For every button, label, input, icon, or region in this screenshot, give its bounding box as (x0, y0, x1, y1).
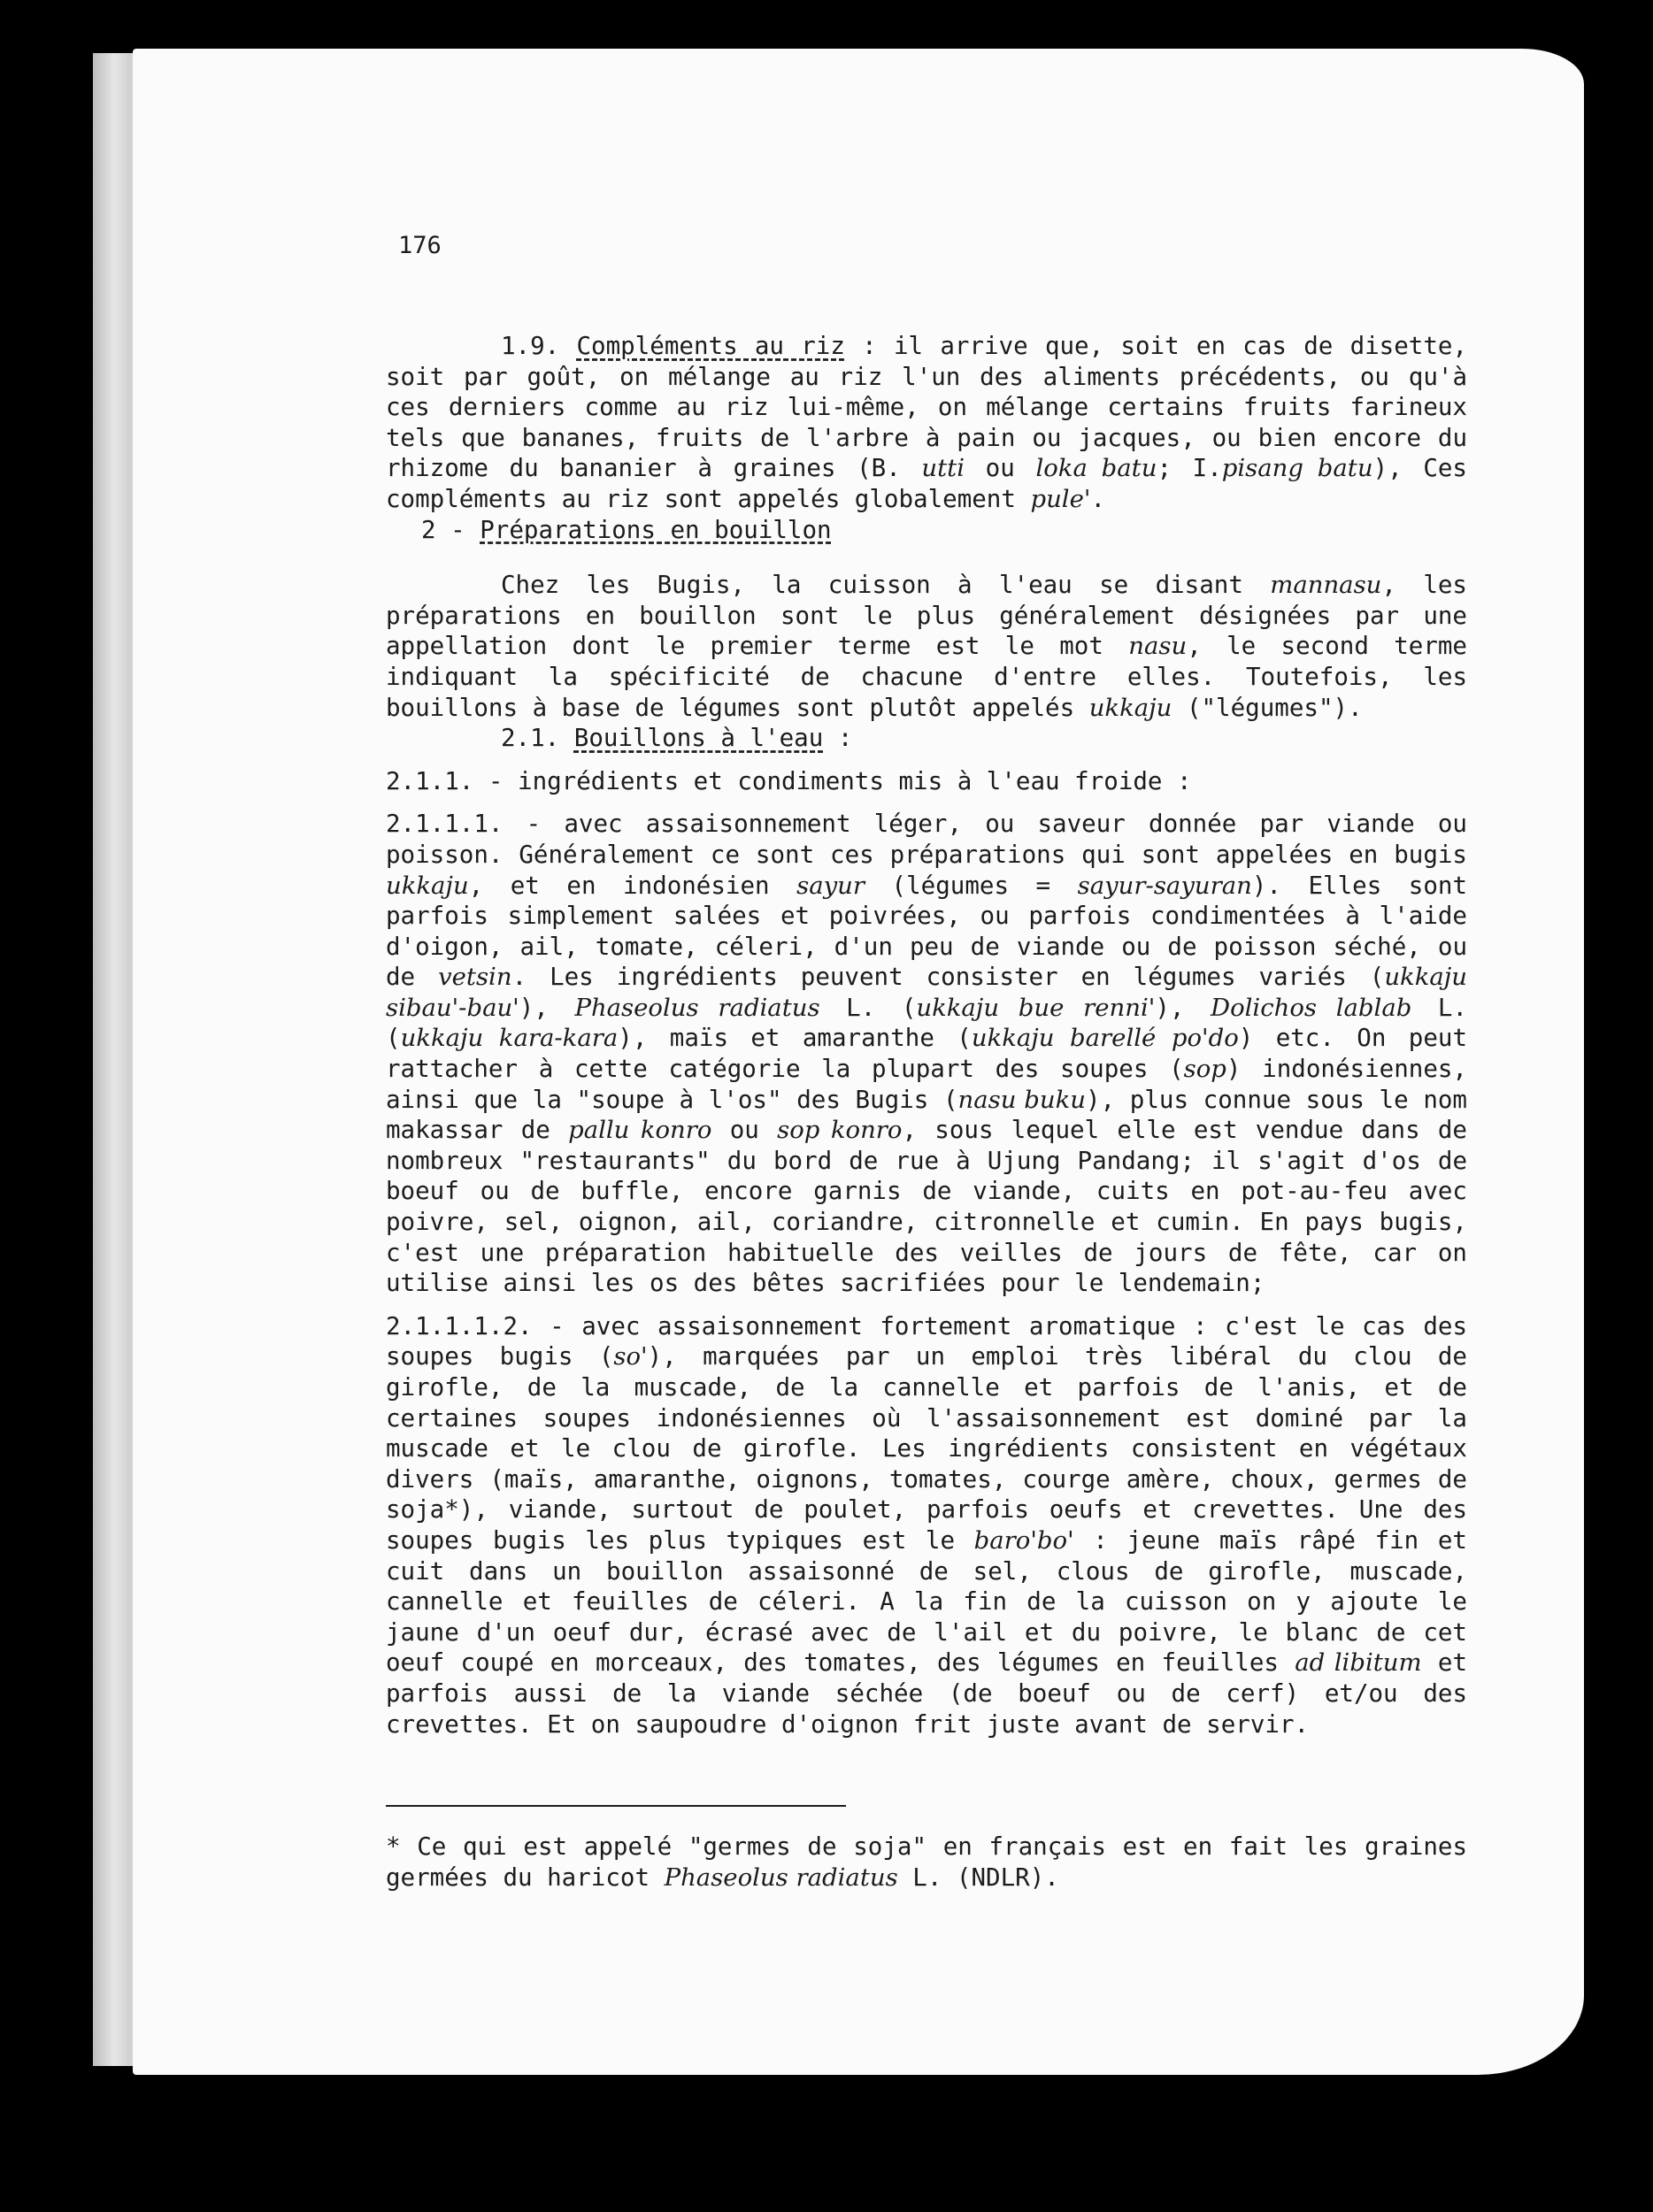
italic-term: sop konro (777, 1116, 903, 1145)
text-run: ), maïs et amaranthe ( (618, 1024, 972, 1053)
italic-term: nasu buku (957, 1085, 1086, 1114)
line-2-1-1: 2.1.1. - ingrédients et condiments mis à l'eau froide : (386, 766, 1192, 795)
text-run: ), (519, 993, 575, 1022)
italic-term: sayur (796, 871, 865, 900)
text-run: , sous lequel elle est vendue dans de nombreux "restaurants" du bord de rue à Ujung Pandang; il s'agit d'os de boeuf ou de buffle, encore garnis de viande, cuits en pot-au-feu avec poivre, sel, oignon, ail, coriandre, citronnelle et cumin. En pays bugis, c'est une préparation habituelle des veilles de jours de fête, car on utilise ainsi les os des bêtes sacrifiées pour le lendemain; (386, 1116, 1467, 1298)
italic-term: ukkaju bue renni' (916, 993, 1156, 1022)
text-run: ) etc. On peut rattacher à cette catégorie la plupart des soupes ( (386, 1024, 1468, 1084)
section-title: Compléments au riz (576, 332, 845, 360)
heading-section-2-1 (386, 723, 1467, 754)
paragraph-1-9 (386, 331, 1467, 515)
text-run: ), plus connue sous le nom makassar de (386, 1085, 1467, 1145)
text-run: 2.1.1.1.2. - avec assaisonnement fortement aromatique : c'est le cas des soupes bugis ( (386, 1311, 1467, 1371)
text-run: : jeune maïs râpé fin et cuit dans un bouillon assaisonné de sel, clous de girofle, muscade, cannelle et feuilles de céleri. A la fin de la cuisson on y ajoute le jaune d'un oeuf dur, écrasé avec de l'ail et du poivre, le blanc de cet oeuf coupé en morceaux, des tomates, des légumes en feuilles (386, 1525, 1467, 1678)
italic-term: ukkaju (386, 871, 469, 900)
italic-term: pule' (1030, 484, 1091, 513)
heading-section-2 (386, 515, 1467, 546)
italic-term: vetsin (438, 963, 512, 992)
italic-term: ukkaju barellé po'do (971, 1024, 1239, 1053)
paragraph-2-intro (386, 570, 1467, 723)
text-run: (légumes = (865, 871, 1078, 900)
text-run: ), Ces compléments au riz sont appelés globalement (386, 454, 1467, 513)
text-run: ou (711, 1116, 778, 1145)
italic-term: utti (921, 454, 965, 483)
italic-term: loka batu (1035, 454, 1157, 483)
italic-term: baro'bo' (973, 1525, 1074, 1555)
italic-term: Phaseolus radiatus (574, 993, 820, 1022)
text-run: , le second terme indiquant la spécificité de chacune d'entre elles. Toutefois, les bouillons à base de légumes sont plutôt appelés (386, 632, 1467, 722)
text-run: ("légumes"). (1172, 693, 1363, 722)
italic-term: sayur-sayuran (1077, 871, 1252, 900)
text-run: , et en indonésien (468, 871, 797, 900)
text-run: . (1090, 484, 1105, 513)
text-run: ), (1155, 993, 1211, 1022)
text-run: et parfois aussi de la viande séchée (de boeuf ou de cerf) et/ou des crevettes. Et on saupoudre d'oignon frit juste avant de servir. (386, 1648, 1467, 1739)
footnote-rule (386, 1805, 846, 1807)
text-run: ; I. (1157, 454, 1222, 483)
text-run: ), marquées par un emploi très libéral du clou de girofle, de la muscade, de la cannelle et parfois de l'anis, et de certaines soupes indonésiennes où l'assaisonnement est dominé par la muscade et le clou de girofle. Les ingrédients consistent en végétaux divers (maïs, amaranthe, oignons, tomates, courge amère, choux, germes de soja*), viande, surtout de poulet, parfois oeufs et crevettes. Une des soupes bugis les plus typiques est le (386, 1342, 1467, 1555)
page-number: 176 (398, 232, 442, 259)
italic-term: ad libitum (1295, 1648, 1422, 1678)
italic-term: nasu (1128, 632, 1188, 661)
section-number: 2.1. (501, 724, 574, 753)
text-run: L. ( (819, 993, 917, 1022)
text-run: , les préparations en bouillon sont le plus généralement désignées par une appellation dont le premier terme est le mot (386, 571, 1467, 661)
section-number: 2 - (421, 515, 481, 544)
italic-term: Dolichos lablab (1211, 993, 1412, 1022)
italic-term: ukkaju kara-kara (400, 1024, 619, 1053)
text-run: 2.1.1.1. - avec assaisonnement léger, ou saveur donnée par viande ou poisson. Généralement ce sont ces préparations qui sont appelées en bugis (386, 810, 1467, 869)
section-number: 1.9. (501, 332, 560, 360)
section-title: Préparations en bouillon (480, 515, 832, 544)
text-run: Chez les Bugis, la cuisson à l'eau se disant (501, 571, 1271, 600)
paragraph-2-1-1-1 (386, 809, 1467, 1299)
italic-term: so' (613, 1342, 648, 1371)
text-run: . Les ingrédients peuvent consister en légumes variés ( (511, 963, 1385, 992)
footnote (386, 1832, 1467, 1893)
section-title: Bouillons à l'eau (573, 724, 824, 753)
italic-term: pallu konro (568, 1116, 712, 1145)
paragraph-2-1-1-1-2 (386, 1311, 1467, 1740)
italic-term: Phaseolus radiatus (664, 1863, 898, 1892)
italic-term: ukkaju (1088, 693, 1172, 722)
text-run: : il arrive que, soit en cas de disette, soit par goût, on mélange au riz l'un des aliments précédents, ou qu'à ces derniers comme au riz lui-même, on mélange certains fruits farineux tels que bananes, fruits de l'arbre à pain ou jacques, ou bien encore du rhizome du bananier à graines (B. (386, 332, 1468, 483)
text-run: ou (965, 454, 1036, 483)
italic-term: mannasu (1270, 571, 1382, 600)
text-run: : (823, 724, 853, 753)
text-run: ) indonésiennes, ainsi que la "soupe à l'os" des Bugis ( (386, 1055, 1467, 1114)
text-run: ). Elles sont parfois simplement salées et poivrées, ou parfois condimentées à l'aide d'oigon, ail, tomate, céleri, d'un peu de viande ou de poisson séché, ou de (386, 871, 1467, 992)
italic-term: ukkaju sibau'-bau' (386, 963, 1468, 1022)
text-run: L. (NDLR). (897, 1863, 1059, 1892)
text-run: L. ( (386, 993, 1468, 1053)
text-run: * Ce qui est appelé "germes de soja" en français est en fait les graines germées du haricot (386, 1832, 1467, 1892)
italic-term: pisang batu (1221, 454, 1373, 483)
main-text (386, 331, 1467, 1740)
italic-term: sop (1183, 1055, 1226, 1084)
